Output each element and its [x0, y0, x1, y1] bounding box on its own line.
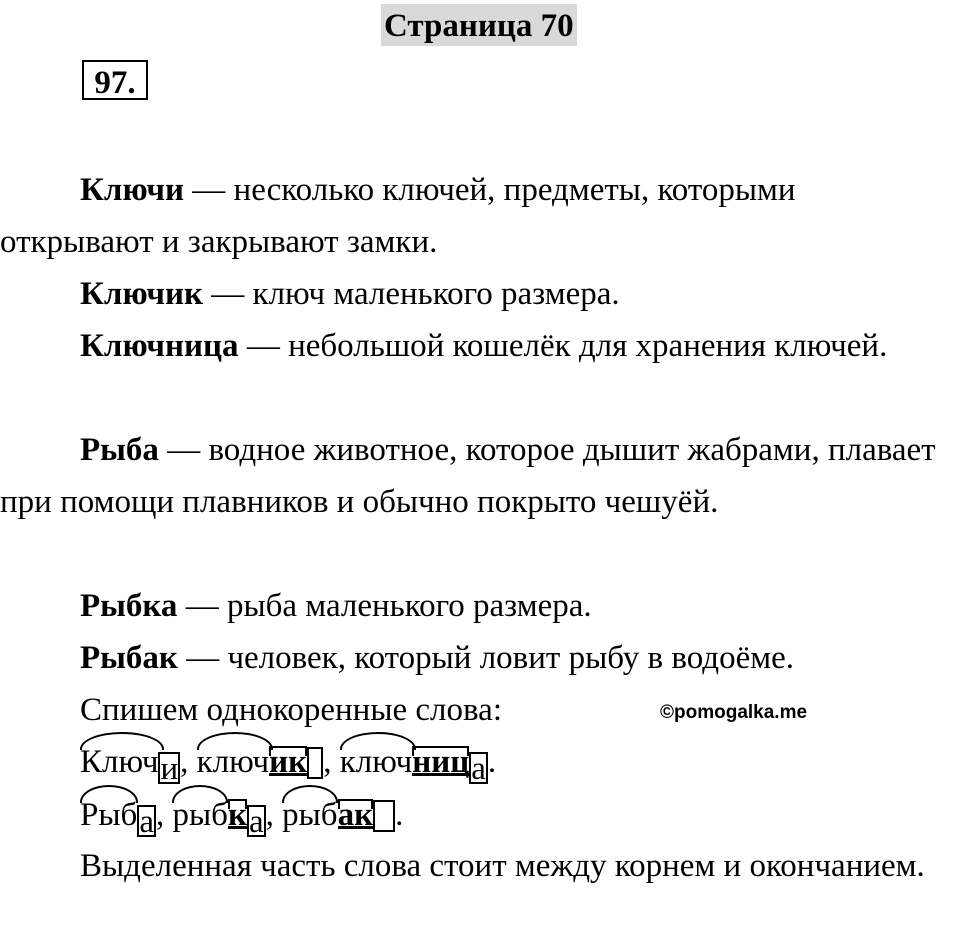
definition-text: — рыба маленького размера. [177, 588, 592, 624]
suffix-mark: к [227, 797, 247, 833]
root-mark [340, 732, 416, 750]
term: Ключница [80, 328, 239, 364]
exercise-number: 97. [82, 60, 148, 100]
word-rybak: рыбак [282, 795, 395, 835]
term: Рыба [80, 432, 159, 468]
suffix-mark: ниц [412, 744, 470, 780]
root-mark [197, 732, 273, 750]
definition-text: — небольшой кошелёк для хранения ключей. [238, 328, 888, 364]
conclusion [0, 840, 950, 892]
watermark: ©pomogalka.me [660, 702, 808, 723]
conclusion-text: Выделенная часть слова стоит между корнем и окончанием. [80, 848, 925, 884]
word-klyuchik: ключик [197, 742, 324, 782]
word-ryba: Рыба [80, 795, 156, 837]
definition-5 [0, 580, 950, 632]
instruction [0, 684, 950, 736]
word-klyuchi: Ключи [80, 742, 180, 784]
root-mark [282, 785, 338, 803]
definition-4 [0, 424, 950, 528]
word-rybka: рыбк а [172, 795, 265, 837]
definition-6 [0, 632, 950, 684]
term: Рыбка [80, 588, 178, 624]
word-klyuchnitsa: ключниц а [340, 742, 488, 784]
ending-box [307, 747, 323, 779]
word-row-fish: Рыба, рыбк а, рыбак . [80, 795, 403, 837]
root-mark [172, 785, 228, 803]
definition-text: — водное животное, которое дышит жабрами, плавает при помощи плавников и обычно покрыто чешуёй. [0, 432, 936, 520]
definition-3 [0, 320, 950, 372]
root-mark [80, 785, 138, 803]
ending-box: а [139, 804, 154, 840]
ending-box: а [471, 751, 486, 787]
root-mark [80, 732, 164, 750]
ending-box: и [160, 751, 179, 787]
ending-box: а [248, 804, 264, 840]
word-row-keys: Ключи, ключик , ключниц а. [80, 742, 496, 784]
term: Ключик [80, 276, 204, 312]
definition-text: — человек, который ловит рыбу в водоёме. [177, 640, 794, 676]
ending-box [373, 800, 395, 832]
term: Ключи [80, 172, 185, 208]
instruction-text: Спишем однокоренные слова: [80, 692, 502, 728]
definition-text: — несколько ключей, предметы, которыми открывают и закрывают замки. [0, 172, 796, 260]
definition-text: — ключ маленького размера. [203, 276, 620, 312]
definition-1 [0, 164, 950, 268]
definition-2 [0, 268, 950, 320]
page-title: Страница 70 [381, 4, 577, 46]
term: Рыбак [80, 640, 178, 676]
suffix-mark: ак [337, 797, 374, 833]
suffix-mark: ик [269, 744, 308, 780]
